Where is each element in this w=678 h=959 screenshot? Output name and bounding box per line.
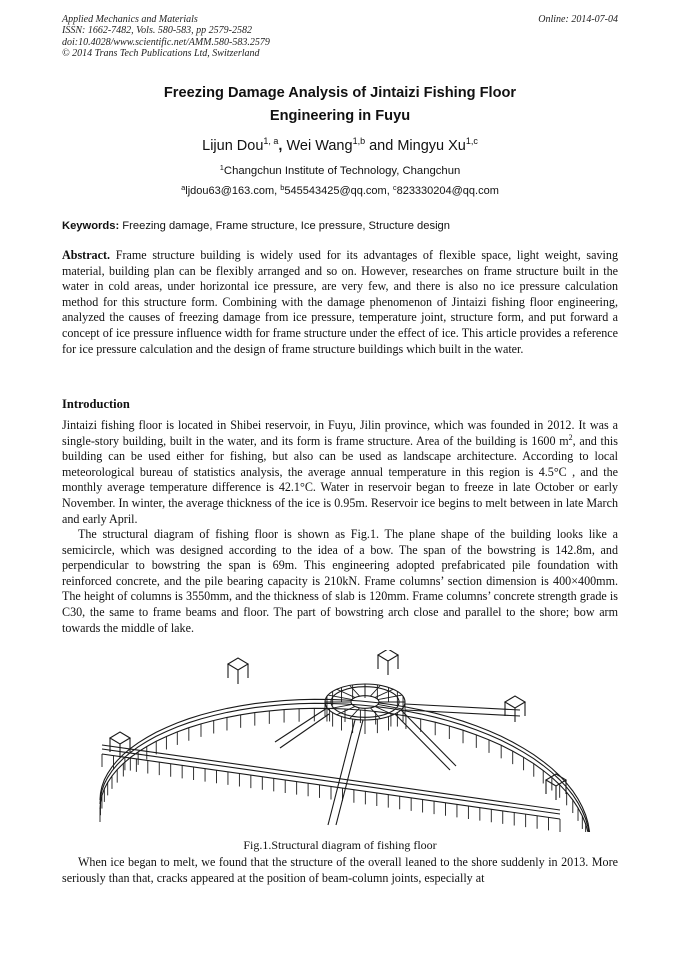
abstract-text: Frame structure building is widely used for its advantages of flexible space, light weight, saving material, building plan can be flexibly arranged and so on. However, researches on frame structure built in the water in cold areas, under horizontal ice pressure, are very few, and there is also no ice pressure calculation method for this structure form. Combining with the damage phenomenon of Jintaizi fishing floor engineering, analyzed the causes of freezing damage from ice pressure, temperature joint, structure form, and put forward a concept of ice pressure influence width for frame structure under the effect of ice. This article provides a reference for ice pressure calculation and the design of frame structure buildings which built in the water. [62, 248, 618, 356]
email-list [62, 183, 618, 199]
affiliation-sup: 1 [219, 163, 224, 172]
email-a-sup: a [181, 183, 186, 192]
continuation-paragraph: When ice began to melt, we found that the structure of the overall leaned to the shore suddenly in 2013. More seriously than that, cracks appeared at the position of beam-column joints, especially at [62, 855, 618, 885]
intro-paragraph-2: The structural diagram of fishing floor is shown as Fig.1. The plane shape of the building looks like a semicircle, which was designed according to the idea of a bow. The span of the bowstring is 142.8m, and perpendicular to bowstring the span is 69m. This engineering adopted prefabricated pile foundation with reinforced concrete, and the pile bearing capacity is 210kN. Frame columns’ section dimension is 400×400mm. The height of columns is 3550mm, and the thickness of slab is 120mm. Frame columns’ concrete strength grade is C30, the same to frame beams and floor. The part of bowstring arch close and parallel to the shore; bow arm towards the middle of lake. [62, 527, 618, 635]
structure-lines [100, 650, 590, 832]
author-list [62, 136, 618, 156]
journal-header [62, 14, 618, 60]
author-1: Lijun Dou [202, 138, 264, 154]
author-sep-1: , [278, 138, 287, 154]
intro-p1-part-b: , and this building can be used either for fishing, but also can be used as landscape architecture. According to local meteorological bureau of statistics analysis, the average annual temperature in this region is 4.5°C , and the monthly average temperature difference is 42.1°C. Water in reservoir began to freeze in late October or early November. In winter, the average thickness of the ice is 0.95m. Reservoir ice begins to melt between in late March and early April. [62, 433, 618, 526]
keywords [62, 219, 618, 234]
title-line-1: Freezing Damage Analysis of Jintaizi Fishing Floor [163, 85, 517, 101]
email-b: 545543425@qq.com, [284, 185, 393, 197]
author-sep-2: and [365, 138, 398, 154]
author-3-sup: 1,c [465, 136, 478, 146]
affiliation [62, 163, 618, 179]
keywords-text: Freezing damage, Frame structure, Ice pressure, Structure design [119, 220, 450, 232]
author-2-sup: 1,b [352, 136, 366, 146]
author-1-sup: 1, a [263, 136, 279, 146]
paper-title [62, 82, 618, 128]
copyright-line: © 2014 Trans Tech Publications Ltd, Switzerland [62, 48, 260, 60]
title-line-2: Engineering in Fuyu [269, 108, 411, 124]
journal-name: Applied Mechanics and Materials [62, 14, 198, 25]
intro-paragraph-1 [62, 418, 618, 527]
issn-line: ISSN: 1662-7482, Vols. 580-583, pp 2579-2582 [62, 25, 252, 37]
online-date: Online: 2014-07-04 [538, 14, 618, 25]
author-3: Mingyu Xu [397, 138, 466, 154]
doi-line: doi:10.4028/www.scientific.net/AMM.580-583.2579 [62, 36, 270, 48]
structure-drawing-icon [90, 650, 600, 832]
intro-p1-sup: 2 [568, 432, 573, 442]
abstract [62, 248, 618, 357]
email-c: 823330204@qq.com [396, 185, 499, 197]
affiliation-text: Changchun Institute of Technology, Changchun [223, 165, 461, 177]
email-a: ljdou63@163.com, [185, 185, 281, 197]
email-c-sup: c [392, 183, 397, 192]
abstract-label: Abstract. [62, 248, 111, 262]
figure-caption: Fig.1.Structural diagram of fishing floor [243, 838, 437, 852]
author-2: Wei Wang [286, 138, 353, 154]
section-heading-introduction: Introduction [62, 397, 130, 411]
keywords-label: Keywords: [62, 220, 120, 232]
intro-p1-part-a: Jintaizi fishing floor is located in Shibei reservoir, in Fuyu, Jilin province, which was founded in 2012. It was a single-story building, built in the water, and its form is frame structure. Area of the building is 1600 m [62, 418, 618, 448]
figure-1-structural-diagram [90, 650, 600, 832]
email-b-sup: b [280, 183, 285, 192]
